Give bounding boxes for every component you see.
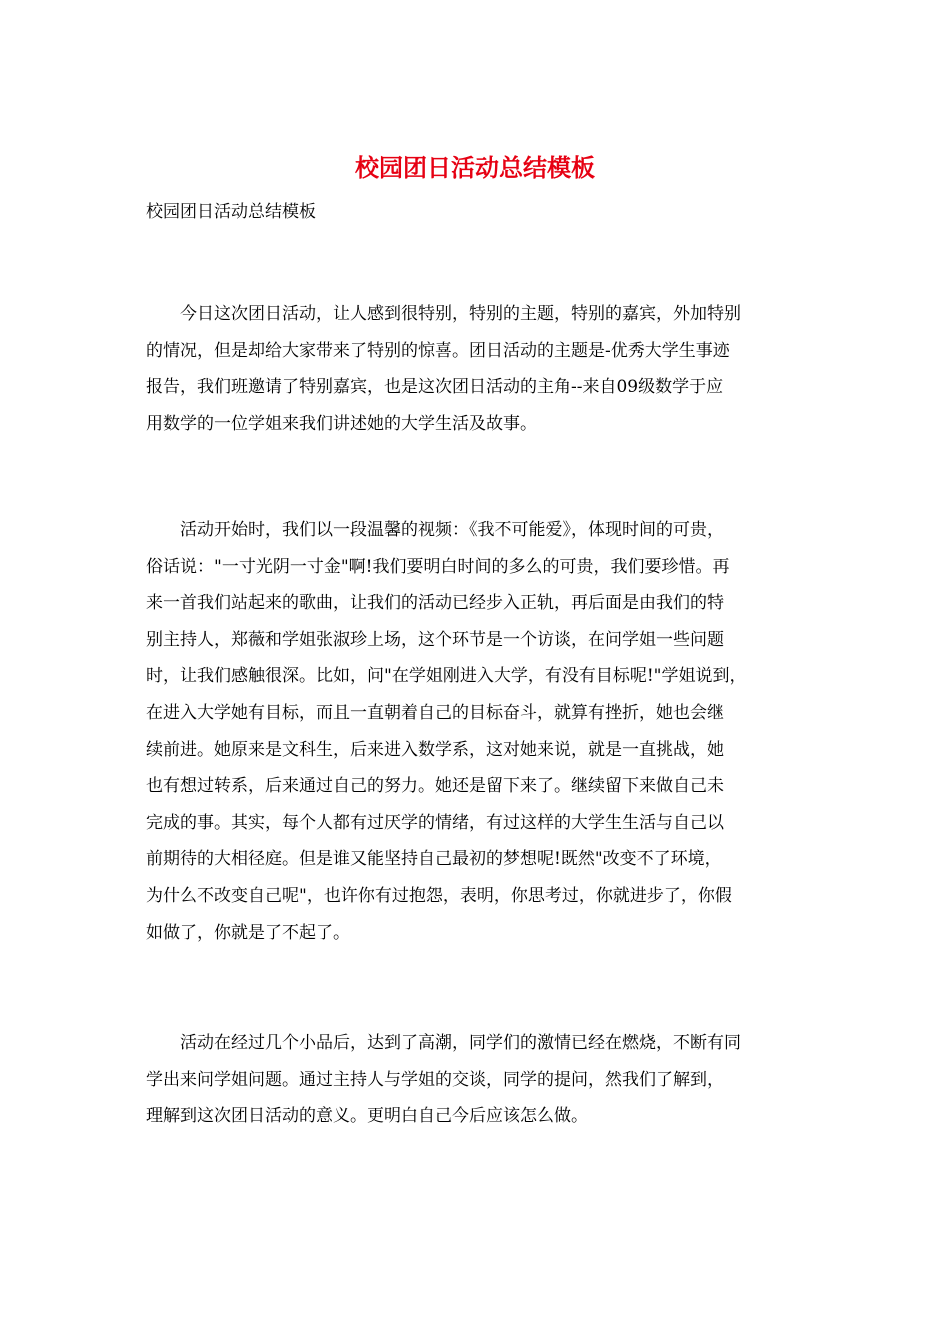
paragraph-conclusion	[146, 1025, 812, 1135]
paragraph-line: 如做了，你就是了不起了。	[146, 922, 350, 943]
paragraph-line: 俗话说："一寸光阴一寸金"啊!我们要明白时间的多么的可贵，我们要珍惜。再	[146, 556, 730, 577]
paragraph-line: 理解到这次团日活动的意义。更明白自己今后应该怎么做。	[146, 1106, 588, 1127]
paragraph-line: 续前进。她原来是文科生，后来进入数学系，这对她来说，就是一直挑战，她	[146, 739, 724, 760]
paragraph-line: 也有想过转系，后来通过自己的努力。她还是留下来了。继续留下来做自己未	[146, 776, 724, 797]
paragraph-line: 学出来问学姐问题。通过主持人与学姐的交谈，同学的提问，然我们了解到，	[146, 1069, 724, 1090]
paragraph-line: 来一首我们站起来的歌曲，让我们的活动已经步入正轨，再后面是由我们的特	[146, 593, 724, 614]
paragraph-intro	[146, 296, 812, 442]
paragraph-activity	[146, 512, 812, 951]
paragraph-line: 用数学的一位学姐来我们讲述她的大学生活及故事。	[146, 413, 537, 434]
paragraph-line: 为什么不改变自己呢"，也许你有过抱怨，表明，你思考过，你就进步了，你假	[146, 885, 732, 906]
paragraph-line: 活动在经过几个小品后，达到了高潮，同学们的激情已经在燃烧，不断有同	[146, 1033, 741, 1053]
paragraph-line: 报告，我们班邀请了特别嘉宾，也是这次团日活动的主角--来自09级数学于应	[146, 377, 724, 398]
paragraph-line: 完成的事。其实，每个人都有过厌学的情绪，有过这样的大学生生活与自己以	[146, 812, 724, 833]
document-subtitle: 校园团日活动总结模板	[146, 202, 316, 222]
paragraph-line: 的情况，但是却给大家带来了特别的惊喜。团日活动的主题是-优秀大学生事迹	[146, 340, 730, 361]
paragraph-line: 时，让我们感触很深。比如，问"在学姐刚进入大学，有没有目标呢!"学姐说到，	[146, 666, 747, 687]
document-title: 校园团日活动总结模板	[355, 153, 595, 182]
paragraph-line: 前期待的大相径庭。但是谁又能坚持自己最初的梦想呢!既然"改变不了环境，	[146, 849, 722, 870]
paragraph-line: 在进入大学她有目标，而且一直朝着自己的目标奋斗，就算有挫折，她也会继	[146, 702, 724, 723]
paragraph-line: 活动开始时，我们以一段温馨的视频：《我不可能爱》，体现时间的可贵，	[146, 520, 724, 540]
paragraph-line: 今日这次团日活动，让人感到很特别，特别的主题，特别的嘉宾，外加特别	[146, 304, 741, 324]
paragraph-line: 别主持人，郑薇和学姐张淑珍上场，这个环节是一个访谈，在问学姐一些问题	[146, 629, 724, 650]
